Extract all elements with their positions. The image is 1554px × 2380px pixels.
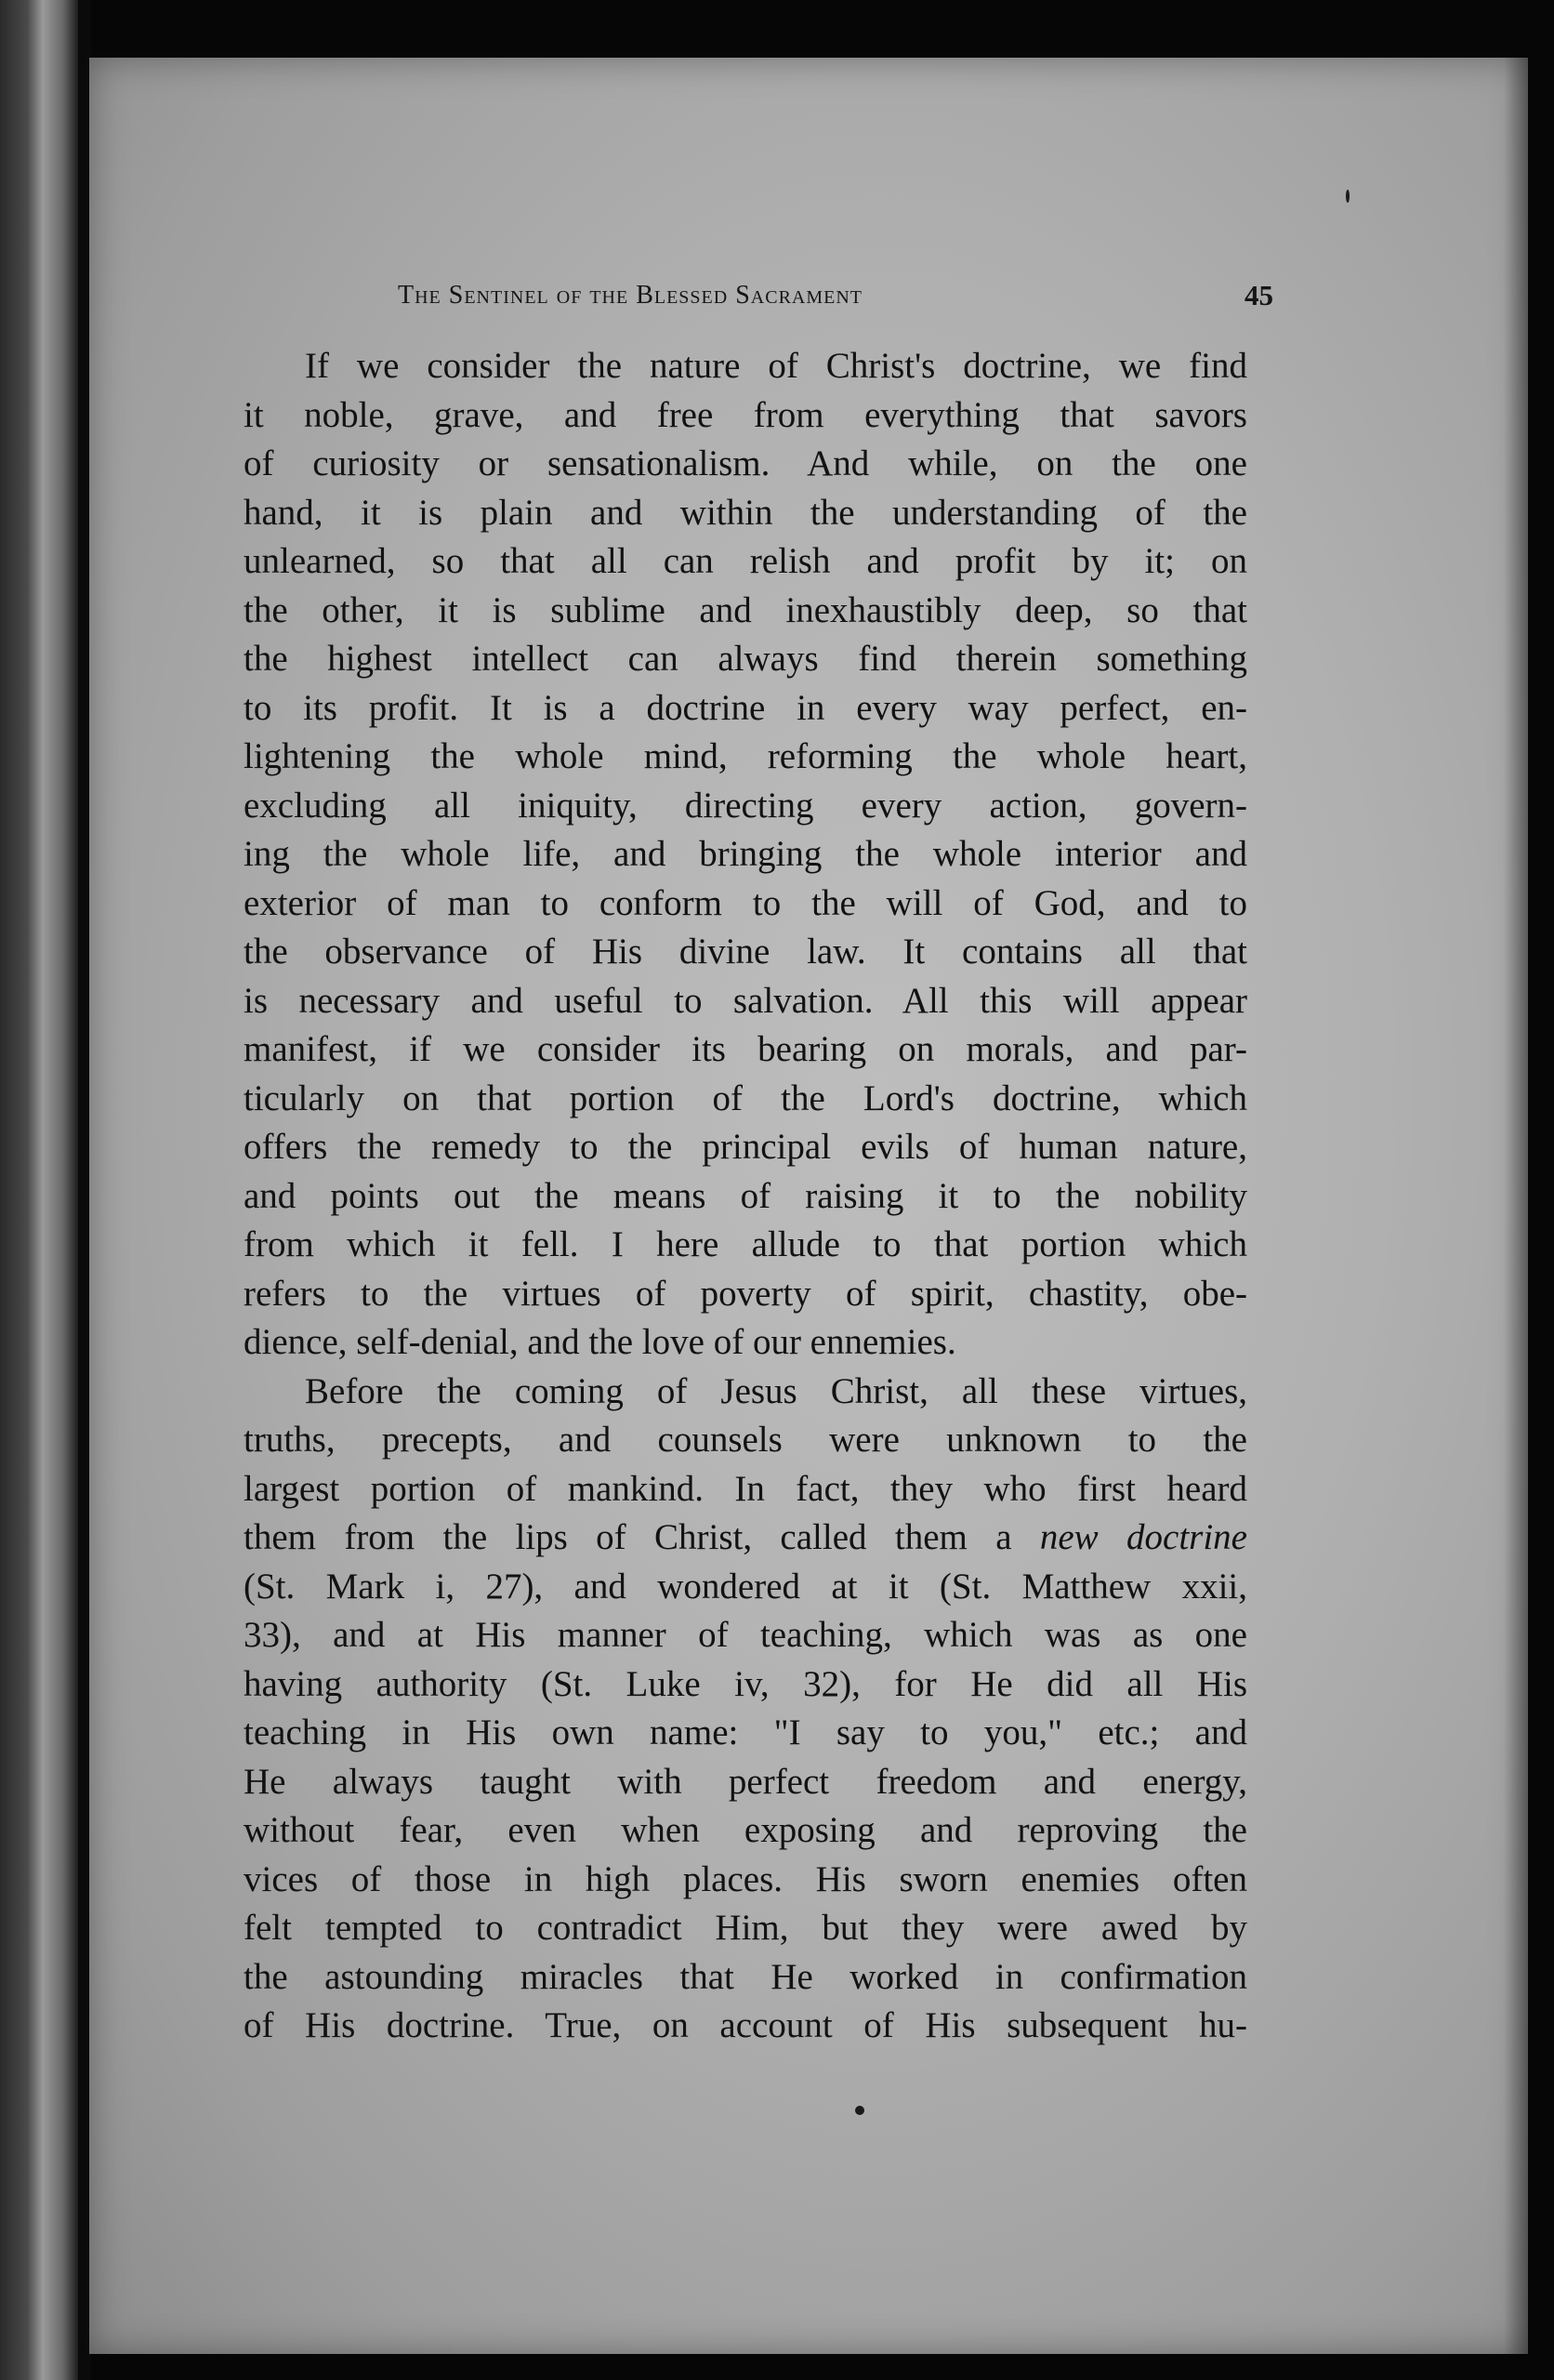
text-line: dience, self-denial, and the love of our ennemies. bbox=[244, 1322, 956, 1362]
scan-speck bbox=[855, 2106, 864, 2115]
scan-speck bbox=[1346, 190, 1350, 203]
text-line: hand, it is plain and within the understanding of the bbox=[244, 492, 1247, 533]
body-text bbox=[244, 342, 1247, 2051]
text-line: excluding all iniquity, directing every action, govern- bbox=[244, 785, 1247, 826]
text-line: without fear, even when exposing and reproving the bbox=[244, 1810, 1247, 1850]
text-line: from which it fell. I here allude to that portion which bbox=[244, 1224, 1247, 1264]
text-line: of curiosity or sensationalism. And while, on the one bbox=[244, 443, 1247, 483]
text-line: lightening the whole mind, reforming the whole heart, bbox=[244, 736, 1247, 776]
text-line: the astounding miracles that He worked in confirmation bbox=[244, 1956, 1247, 1997]
text-line: vices of those in high places. His sworn enemies often bbox=[244, 1858, 1247, 1899]
text-line: If we consider the nature of Christ's doctrine, we find bbox=[305, 346, 1247, 386]
italic-phrase: new doctrine bbox=[1039, 1517, 1247, 1557]
text-line: ticularly on that portion of the Lord's doctrine, which bbox=[244, 1078, 1247, 1118]
text-line: is necessary and useful to salvation. All this will appear bbox=[244, 980, 1247, 1021]
text-line: unlearned, so that all can relish and profit by it; on bbox=[244, 541, 1247, 581]
text-line: of His doctrine. True, on account of His subsequent hu- bbox=[244, 2005, 1247, 2045]
text-line: it noble, grave, and free from everything that savors bbox=[244, 394, 1247, 435]
text-line: He always taught with perfect freedom and energy, bbox=[244, 1761, 1247, 1802]
text-line: ing the whole life, and bringing the whole interior and bbox=[244, 834, 1247, 874]
text-line: having authority (St. Luke iv, 32), for He did all His bbox=[244, 1663, 1247, 1704]
page-number: 45 bbox=[1245, 279, 1273, 311]
text-line: (St. Mark i, 27), and wondered at it (St. Matthew xxii, bbox=[244, 1566, 1247, 1606]
text-line: to its profit. It is a doctrine in every way perfect, en- bbox=[244, 687, 1247, 728]
text-line: truths, precepts, and counsels were unknown to the bbox=[244, 1420, 1247, 1460]
text-line: the observance of His divine law. It contains all that bbox=[244, 932, 1247, 972]
text-segment: them from the lips of Christ, called them a bbox=[244, 1517, 1012, 1557]
text-line: exterior of man to conform to the will of God, and to bbox=[244, 882, 1247, 923]
text-line bbox=[244, 1514, 1247, 1563]
text-line: felt tempted to contradict Him, but they were awed by bbox=[244, 1908, 1247, 1948]
text-line: the other, it is sublime and inexhaustibly deep, so that bbox=[244, 589, 1247, 630]
text-line: the highest intellect can always find therein something bbox=[244, 639, 1247, 679]
running-title: The Sentinel of the Blessed Sacrament bbox=[398, 281, 863, 310]
text-line: refers to the virtues of poverty of spirit, chastity, obe- bbox=[244, 1273, 1247, 1314]
facing-page-edge bbox=[0, 0, 78, 2380]
text-line: manifest, if we consider its bearing on morals, and par- bbox=[244, 1029, 1247, 1069]
page-edge-shadow bbox=[1504, 58, 1528, 2354]
text-line: teaching in His own name: "I say to you," etc.; and bbox=[244, 1712, 1247, 1752]
text-line: Before the coming of Jesus Christ, all these virtues, bbox=[305, 1370, 1247, 1411]
text-line: 33), and at His manner of teaching, which was as one bbox=[244, 1615, 1247, 1655]
text-line: offers the remedy to the principal evils of human nature, bbox=[244, 1127, 1247, 1167]
text-line: and points out the means of raising it to the nobility bbox=[244, 1175, 1247, 1216]
text-line: largest portion of mankind. In fact, they who first heard bbox=[244, 1468, 1247, 1509]
